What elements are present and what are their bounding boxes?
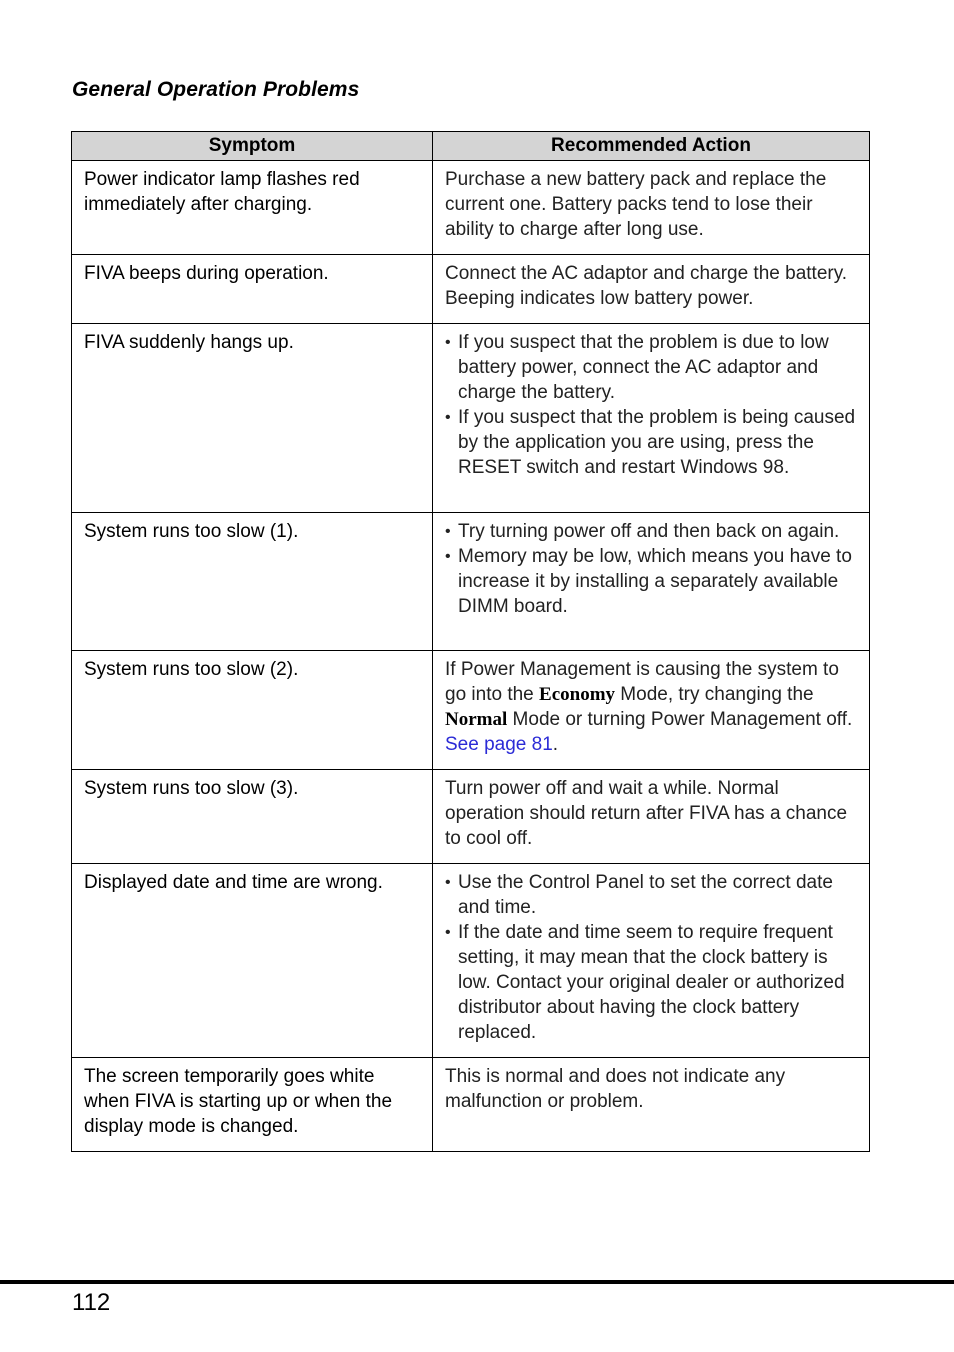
table-row (72, 651, 870, 770)
symptom-cell: FIVA suddenly hangs up. (72, 324, 433, 513)
table-row (72, 161, 870, 255)
table-row (72, 1058, 870, 1152)
list-item (445, 544, 859, 619)
symptom-cell: FIVA beeps during operation. (72, 255, 433, 324)
bullet-icon: • (445, 874, 451, 891)
bullet-icon: • (445, 523, 451, 540)
symptom-cell: Power indicator lamp flashes red immediately after charging. (72, 161, 433, 255)
table-row (72, 255, 870, 324)
symptom-cell: The screen temporarily goes white when FIVA is starting up or when the display mode is changed. (72, 1058, 433, 1152)
list-item (445, 405, 859, 480)
symptom-cell: System runs too slow (1). (72, 513, 433, 651)
action-cell (433, 651, 870, 770)
list-item (445, 920, 859, 1045)
action-cell (433, 864, 870, 1058)
action-text: . (552, 734, 559, 755)
normal-mode-label: Normal (445, 709, 508, 730)
action-cell: Connect the AC adaptor and charge the battery. Beeping indicates low battery power. (433, 255, 870, 324)
section-title: General Operation Problems (72, 78, 360, 101)
bullet-icon: • (445, 548, 451, 565)
symptom-cell: System runs too slow (2). (72, 651, 433, 770)
symptom-column-header: Symptom (72, 132, 433, 161)
bullet-text: If you suspect that the problem is being caused by the application you are using, press the RESET switch and restart Windows 98. (458, 407, 856, 478)
table-row (72, 864, 870, 1058)
action-cell: This is normal and does not indicate any malfunction or problem. (433, 1058, 870, 1152)
action-text: If Power Management is causing the system to go into the (445, 659, 839, 705)
action-column-header: Recommended Action (433, 132, 870, 161)
table-row (72, 770, 870, 864)
bullet-icon: • (445, 409, 451, 426)
troubleshooting-table (71, 131, 870, 1152)
list-item (445, 519, 859, 544)
page-number: 112 (72, 1289, 111, 1316)
action-text: Mode, try changing the (615, 684, 814, 705)
footer-divider (0, 1280, 954, 1284)
bullet-text: If you suspect that the problem is due to low battery power, connect the AC adaptor and charge the battery. (458, 332, 829, 403)
action-cell (433, 324, 870, 513)
bullet-text: Use the Control Panel to set the correct date and time. (458, 872, 833, 918)
table-row (72, 324, 870, 513)
action-cell (433, 513, 870, 651)
symptom-cell: Displayed date and time are wrong. (72, 864, 433, 1058)
list-item (445, 330, 859, 405)
action-text: Mode or turning Power Management off. (507, 709, 853, 730)
action-bullet-list (445, 870, 859, 1045)
bullet-text: If the date and time seem to require frequent setting, it may mean that the clock battery is low. Contact your original dealer or authorized distributor about having the clock battery replaced. (458, 922, 845, 1043)
bullet-text: Try turning power off and then back on again. (458, 521, 840, 542)
list-item (445, 870, 859, 920)
table-header-row (72, 132, 870, 161)
action-bullet-list (445, 330, 859, 480)
action-cell: Purchase a new battery pack and replace the current one. Battery packs tend to lose their ability to charge after long use. (433, 161, 870, 255)
see-page-link[interactable]: See page 81 (445, 734, 553, 755)
bullet-icon: • (445, 924, 451, 941)
bullet-text: Memory may be low, which means you have to increase it by installing a separately available DIMM board. (458, 546, 852, 617)
bullet-icon: • (445, 334, 451, 351)
action-bullet-list (445, 519, 859, 619)
symptom-cell: System runs too slow (3). (72, 770, 433, 864)
economy-mode-label: Economy (539, 684, 616, 705)
action-cell: Turn power off and wait a while. Normal operation should return after FIVA has a chance to cool off. (433, 770, 870, 864)
table-row (72, 513, 870, 651)
